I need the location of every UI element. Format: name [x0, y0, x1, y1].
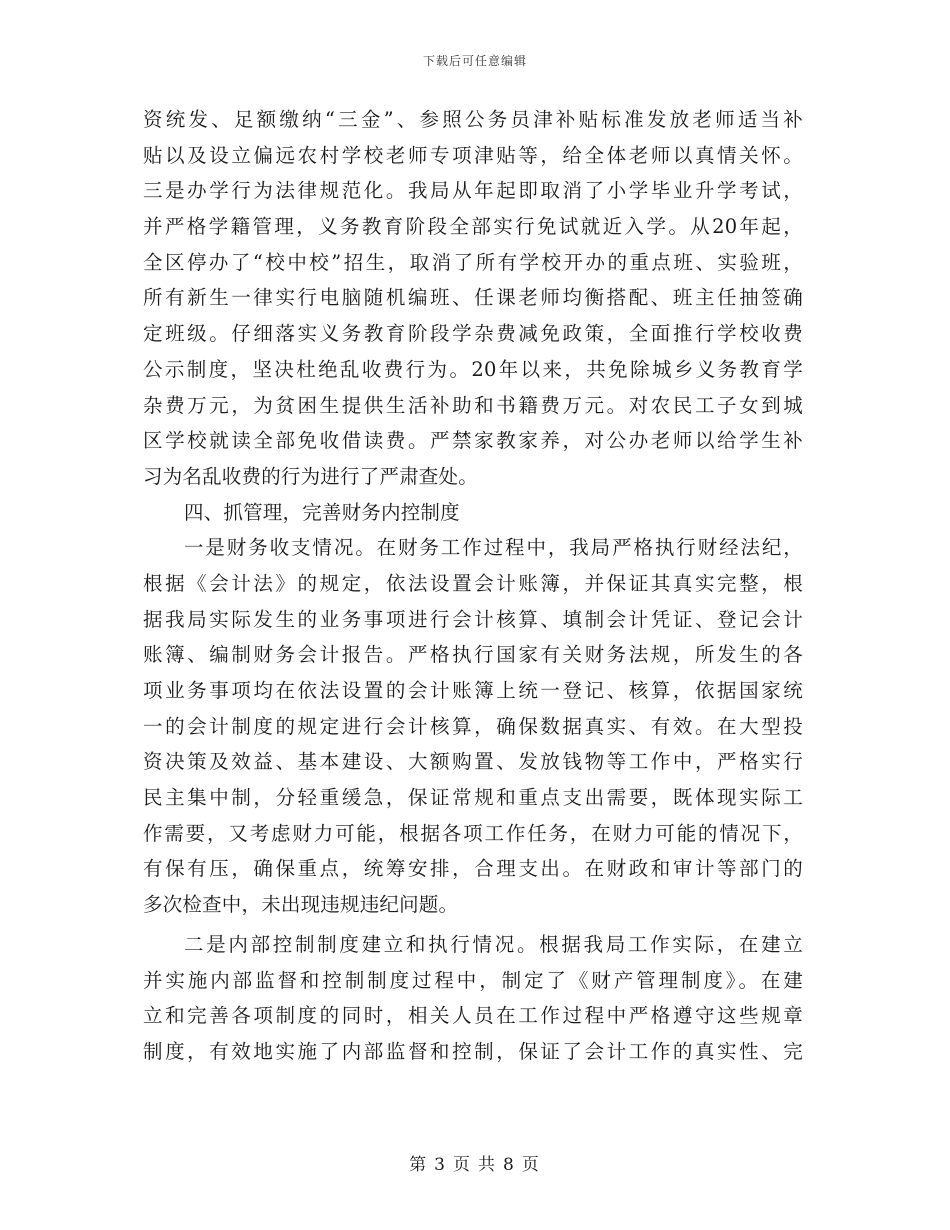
paragraph-line: 账簿、编制财务会计报告。严格执行国家有关财务法规，所发生的各 [143, 643, 803, 667]
paragraph-line: 制度，有效地实施了内部监督和控制，保证了会计工作的真实性、完 [143, 1039, 803, 1063]
paragraph-line: 习为名乱收费的行为进行了严肃查处。 [143, 464, 478, 488]
paragraph-line: 民主集中制，分轻重缓急，保证常规和重点支出需要，既体现实际工 [143, 786, 803, 810]
paragraph-line: 公示制度，坚决杜绝乱收费行为。20年以来，共免除城乡义务教育学 [143, 357, 803, 381]
paragraph-line: 一的会计制度的规定进行会计核算，确保数据真实、有效。在大型投 [143, 714, 803, 738]
section-heading: 四、抓管理，完善财务内控制度 [184, 500, 460, 524]
paragraph-line: 并实施内部监督和控制制度过程中，制定了《财产管理制度》。在建 [143, 968, 803, 992]
paragraph-line: 所有新生一律实行电脑随机编班、任课老师均衡搭配、班主任抽签确 [143, 286, 803, 310]
footer-total-word: 共 [478, 1155, 497, 1175]
footer-page-word: 页 [453, 1155, 472, 1175]
paragraph-line: 全区停办了“校中校”招生，取消了所有学校开办的重点班、实验班， [143, 250, 803, 274]
paragraph-line: 二是内部控制制度建立和执行情况。根据我局工作实际，在建立 [184, 932, 803, 956]
paragraph-line: 区学校就读全部免收借读费。严禁家教家养，对公办老师以给学生补 [143, 429, 803, 453]
footer-prefix: 第 [409, 1155, 429, 1175]
paragraph-line: 贴以及设立偏远农村学校老师专项津贴等，给全体老师以真情关怀。 [143, 143, 803, 167]
paragraph-line: 立和完善各项制度的同时，相关人员在工作过程中严格遵守这些规章 [143, 1004, 803, 1028]
paragraph-line: 并严格学籍管理，义务教育阶段全部实行免试就近入学。从20年起， [143, 215, 803, 239]
paragraph-line: 定班级。仔细落实义务教育阶段学杂费减免政策，全面推行学校收费 [143, 322, 803, 346]
paragraph-line: 资统发、足额缴纳“三金”、参照公务员津补贴标准发放老师适当补 [143, 108, 803, 131]
paragraph-line: 项业务事项均在依法设置的会计账簿上统一登记、核算，依据国家统 [143, 679, 803, 702]
total-pages: 8 [503, 1155, 516, 1175]
paragraph-line: 有保有压，确保重点，统筹安排，合理支出。在财政和审计等部门的 [143, 857, 803, 881]
paragraph-line: 作需要，又考虑财力可能，根据各项工作任务，在财力可能的情况下， [143, 821, 803, 845]
paragraph-line: 三是办学行为法律规范化。我局从年起即取消了小学毕业升学考试， [143, 179, 803, 203]
page-footer [0, 1150, 950, 1175]
page-header: 下载后可任意编辑 [422, 54, 527, 68]
paragraph-line: 据我局实际发生的业务事项进行会计核算、填制会计凭证、登记会计 [143, 607, 803, 631]
paragraph-line: 一是财务收支情况。在财务工作过程中，我局严格执行财经法纪， [184, 536, 803, 560]
paragraph-line: 多次检查中，未出现违规违纪问题。 [143, 893, 459, 917]
paragraph-line: 根据《会计法》的规定，依法设置会计账簿，并保证其真实完整，根 [143, 571, 803, 595]
paragraph-line: 资决策及效益、基本建设、大额购置、发放钱物等工作中，严格实行 [143, 750, 803, 774]
document-body [143, 102, 803, 1070]
page-number: 3 [434, 1155, 447, 1175]
footer-suffix: 页 [521, 1155, 541, 1175]
paragraph-line: 杂费万元，为贫困生提供生活补助和书籍费万元。对农民工子女到城 [143, 393, 803, 417]
